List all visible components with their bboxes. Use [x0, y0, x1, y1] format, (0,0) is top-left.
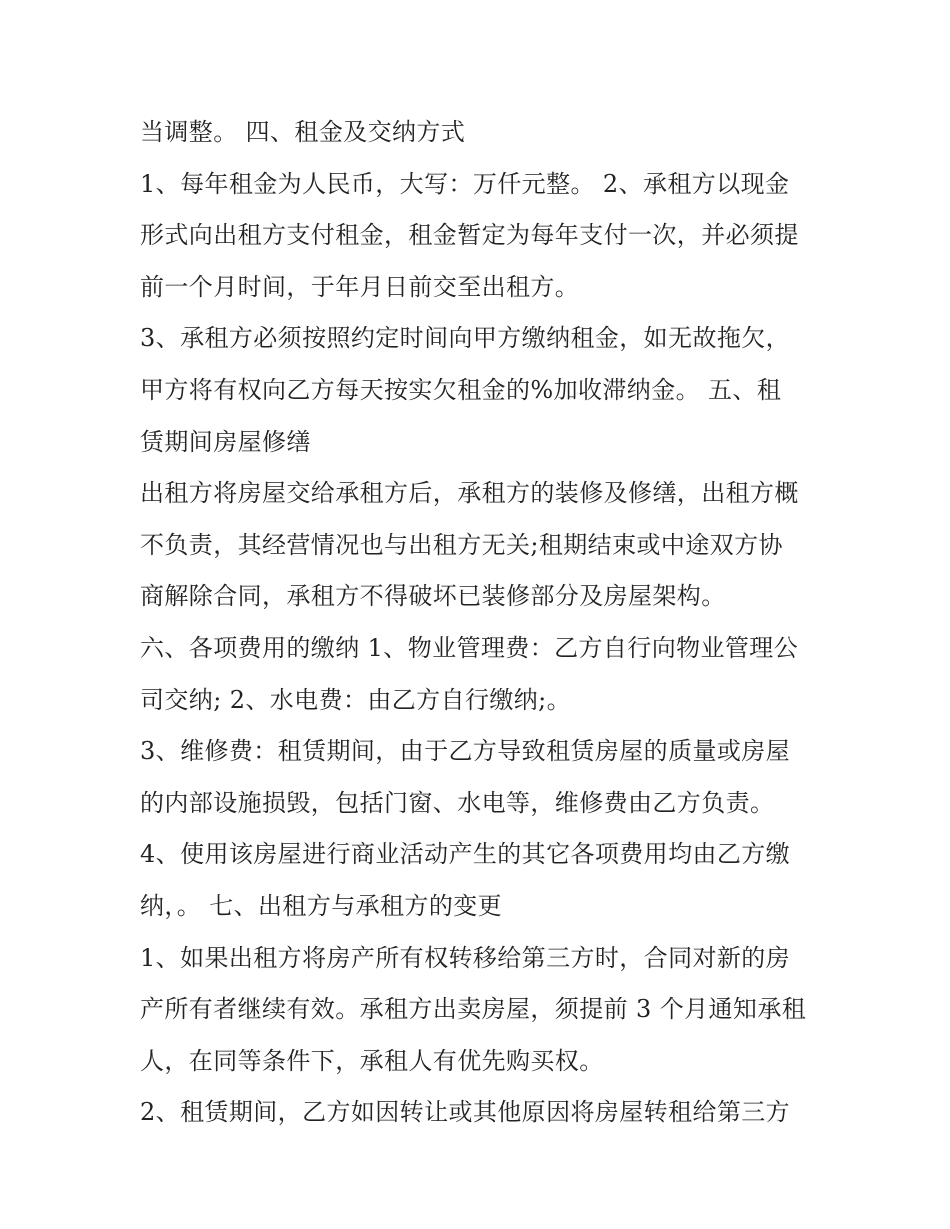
text-line-4: 前一个月时间，于年月日前交至出租方。 — [140, 272, 580, 301]
text-line-12: 司交纳; 2、水电费：由乙方自行缴纳;。 — [140, 685, 572, 714]
text-line-8: 出租方将房屋交给承租方后，承租方的装修及修缮，出租方概 — [140, 479, 799, 508]
text-line-7: 赁期间房屋修缮 — [140, 427, 311, 456]
text-line-19: 人，在同等条件下，承租人有优先购买权。 — [140, 1046, 604, 1075]
text-line-1: 当调整。 四、租金及交纳方式 — [140, 118, 466, 146]
text-line-5: 3、承租方必须按照约定时间向甲方缴纳租金，如无故拖欠， — [140, 324, 791, 353]
text-line-16: 纳，。 七、出租方与承租方的变更 — [140, 891, 503, 920]
text-line-6: 甲方将有权向乙方每天按实欠租金的%加收滞纳金。 五、租 — [140, 375, 782, 404]
contract-text — [140, 107, 820, 1139]
text-line-9: 不负责，其经营情况也与出租方无关;租期结束或中途双方协 — [140, 530, 783, 559]
text-line-10: 商解除合同，承租方不得破坏已装修部分及房屋架构。 — [140, 582, 726, 611]
text-line-17: 1、如果出租方将房产所有权转移给第三方时，合同对新的房 — [140, 943, 791, 972]
text-line-2: 1、每年租金为人民币，大写：万仟元整。 2、承租方以现金 — [140, 169, 790, 198]
text-line-3: 形式向出租方支付租金，租金暂定为每年支付一次，并必须提 — [140, 221, 799, 250]
text-line-18: 产所有者继续有效。承租方出卖房屋，须提前 3 个月通知承租 — [140, 995, 807, 1024]
text-line-14: 的内部设施损毁，包括门窗、水电等，维修费由乙方负责。 — [140, 788, 775, 817]
text-line-11: 六、各项费用的缴纳 1、物业管理费：乙方自行向物业管理公 — [140, 633, 799, 662]
text-line-15: 4、使用该房屋进行商业活动产生的其它各项费用均由乙方缴 — [140, 840, 791, 869]
text-line-20: 2、租赁期间，乙方如因转让或其他原因将房屋转租给第三方 — [140, 1098, 791, 1127]
text-line-13: 3、维修费：租赁期间，由于乙方导致租赁房屋的质量或房屋 — [140, 737, 791, 766]
